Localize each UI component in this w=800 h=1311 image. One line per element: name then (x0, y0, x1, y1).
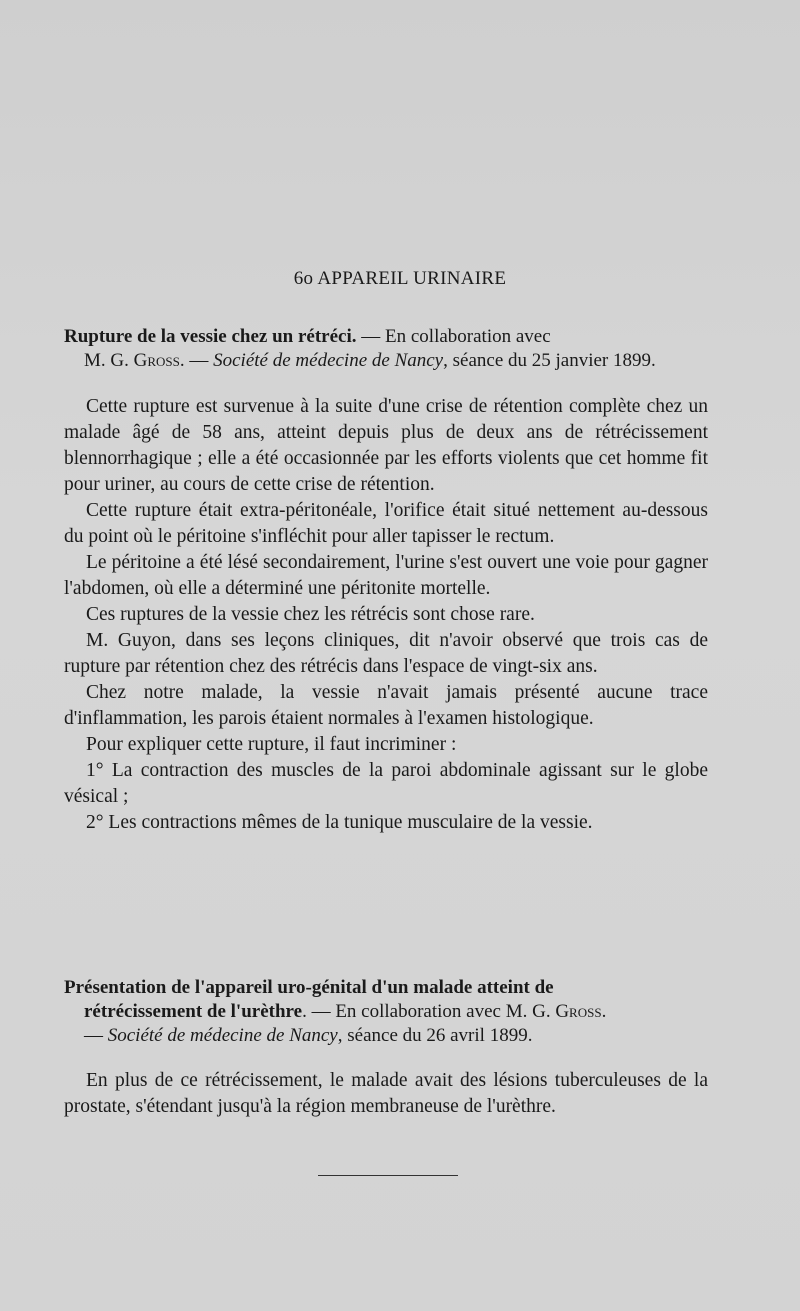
author-suffix: . — (179, 350, 214, 371)
entry-title-line1: Présentation de l'appareil uro-génital d'un malade atteint de (64, 977, 554, 998)
society-name: Société de médecine de Nancy (213, 350, 444, 371)
entry-title-line2: rétrécissement de l'urèthre (84, 1001, 303, 1022)
paragraph: Chez notre malade, la vessie n'avait jamais présenté aucune trace d'inflammation, les parois étaient normales à l'examen histologique. (64, 682, 708, 729)
author-name: Gross (133, 350, 180, 371)
entry-body-rupture (64, 394, 708, 836)
entry-collaboration: . — En collaboration avec M. G. (302, 1001, 556, 1022)
author-prefix: M. G. (84, 350, 134, 371)
paragraph: Cette rupture est survenue à la suite d'une crise de rétention complète chez un malade âgé de 58 ans, atteint depuis plus de deux ans de rétrécissement blennorrhagique ; elle a été occasionnée par les efforts violents que cet homme fit pour uriner, au cours de cette crise de rétention. (64, 396, 708, 495)
author-suffix: . (601, 1001, 607, 1022)
entry-title-text: Rupture de la vessie chez un rétréci. (64, 326, 357, 347)
paragraph: En plus de ce rétrécissement, le malade avait des lésions tuberculeuses de la prostate, s'étendant jusqu'à la région membraneuse de l'urèthre. (64, 1070, 708, 1117)
section-divider (318, 1175, 458, 1176)
session-date: , séance du 25 janvier 1899. (443, 350, 656, 371)
entry-collaboration: — En collaboration avec (356, 326, 551, 347)
paragraph: Ces ruptures de la vessie chez les rétrécis sont chose rare. (86, 604, 535, 625)
entry-title-presentation (64, 976, 712, 1048)
paragraph: Le péritoine a été lésé secondairement, l'urine s'est ouvert une voie pour gagner l'abdomen, où elle a déterminé une péritonite mortelle. (64, 552, 708, 599)
paragraph: 1° La contraction des muscles de la paroi abdominale agissant sur le globe vésical ; (64, 760, 708, 807)
society-name: Société de médecine de Nancy (107, 1025, 338, 1046)
paragraph: Pour expliquer cette rupture, il faut incriminer : (86, 734, 457, 755)
section-header: 6o APPAREIL URINAIRE (293, 268, 507, 289)
paragraph: Cette rupture était extra-péritonéale, l'orifice était situé nettement au-dessous du point où le péritoine s'infléchit pour aller tapisser le rectum. (64, 500, 708, 547)
author-name: Gross (555, 1001, 602, 1022)
paragraph: M. Guyon, dans ses leçons cliniques, dit n'avoir observé que trois cas de rupture par rétention chez des rétrécis dans l'espace de vingt-six ans. (64, 630, 708, 677)
session-date: , séance du 26 avril 1899. (337, 1025, 533, 1046)
entry-title-rupture (64, 325, 712, 373)
entry-body-presentation (64, 1068, 708, 1120)
paragraph: 2° Les contractions mêmes de la tunique musculaire de la vessie. (86, 812, 593, 833)
dash: — (84, 1025, 108, 1046)
